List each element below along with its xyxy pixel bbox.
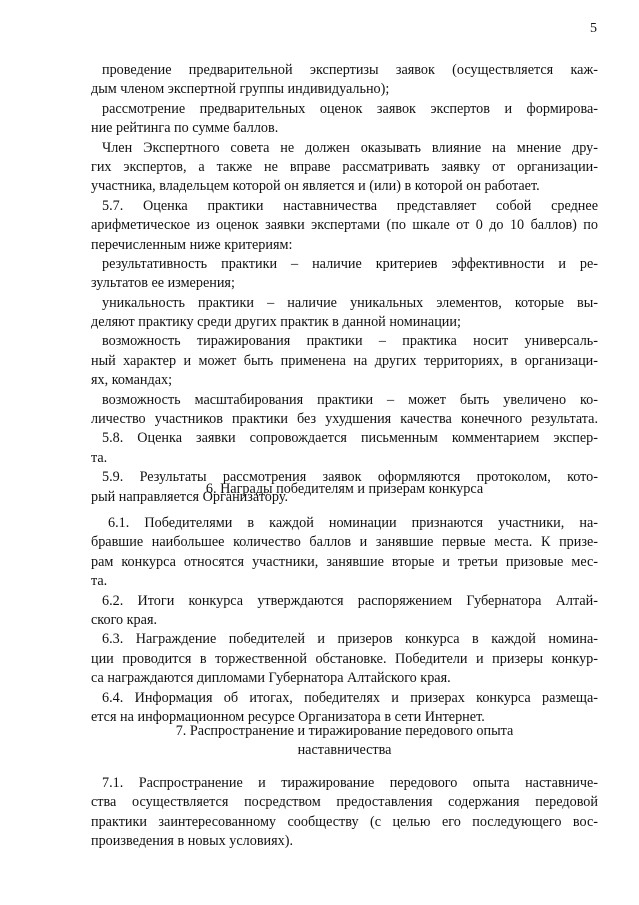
text-line: ние рейтинга по сумме баллов. — [91, 120, 279, 137]
text-line: 5.8. Оценка заявки сопровождается письменным комментарием экспер- — [102, 430, 598, 447]
text-line: ского края. — [91, 611, 158, 628]
text-line: рассмотрение предварительных оценок заявок экспертов и формирова- — [102, 100, 598, 117]
text-line: 6.4. Информация об итогах, победителях и призерах конкурса размеща- — [102, 689, 598, 706]
text-line: результативность практики – наличие критериев эффективности и ре- — [102, 255, 598, 272]
text-line: 6.1. Победителями в каждой номинации признаются участники, на- — [108, 515, 598, 531]
text-line: произведения в новых условиях). — [91, 833, 294, 850]
section-6-body — [91, 514, 598, 727]
text-line: са награждаются дипломами Губернатора Алтайского края. — [91, 670, 451, 687]
text-line: 7.1. Распространение и тиражирование передового опыта наставниче- — [102, 775, 598, 791]
text-line: практики заинтересованному сообществу (с целью его последующего вос- — [91, 813, 598, 830]
page-number: 5 — [590, 21, 597, 36]
text-line: возможность масштабирования практики – может быть увеличено ко- — [102, 391, 598, 408]
text-line: бравшие наибольшее количество баллов и занявшие первые места. К призе- — [91, 534, 598, 551]
text-line: Член Экспертного совета не должен оказывать влияние на мнение дру- — [102, 139, 598, 156]
text-line: 6.2. Итоги конкурса утверждаются распоряжением Губернатора Алтай- — [102, 592, 598, 609]
text-line: арифметическое из оценок заявки экспертами (по шкале от 0 до 10 баллов) по — [91, 217, 598, 234]
text-line: уникальность практики – наличие уникальных элементов, которые вы- — [102, 294, 598, 311]
text-line: та. — [91, 449, 108, 466]
section-6-heading: 6. Награды победителям и призерам конкурса — [205, 481, 484, 497]
text-line: ный характер и может быть применена на других территориях, в организаци- — [91, 352, 598, 369]
section-7-heading-line1: 7. Распространение и тиражирование передового опыта — [175, 723, 514, 739]
criteria-block — [91, 61, 598, 507]
text-line: личество участников практики без ухудшения качества конечного результата. — [91, 411, 598, 428]
text-line: рам конкурса относятся участники, занявшие вторые и третьи призовые мес- — [91, 553, 598, 570]
text-line: деляют практику среди других практик в данной номинации; — [91, 314, 461, 331]
text-line: та. — [91, 573, 108, 590]
text-line: рый направляется Организатору. — [91, 488, 289, 505]
text-line: 5.7. Оценка практики наставничества представляет собой среднее — [102, 197, 598, 214]
section-7-heading-wrap — [91, 722, 598, 761]
section-7-heading-line2: наставничества — [297, 742, 392, 759]
text-line: ции проводится в торжественной обстановке. Победители и призеры конкур- — [91, 650, 598, 667]
text-line: перечисленным ниже критериям: — [91, 236, 293, 253]
text-line: зультатов ее измерения; — [91, 275, 235, 292]
text-line: проведение предварительной экспертизы заявок (осуществляется каж- — [102, 62, 598, 78]
text-line: 5.9. Результаты рассмотрения заявок оформляются протоколом, кото- — [102, 469, 598, 486]
text-line: дым членом экспертной группы индивидуально); — [91, 81, 390, 98]
text-line: ях, командах; — [91, 372, 173, 389]
text-line: участника, владельцем которой он является и (или) в которой он работает. — [91, 178, 540, 195]
text-line: ства осуществляется посредством предоставления содержания передовой — [91, 794, 598, 811]
section-6-heading-wrap — [91, 480, 598, 499]
section-7-body — [91, 774, 598, 852]
text-line: ется на информационном ресурсе Организатора в сети Интернет. — [91, 708, 485, 725]
text-line: гих экспертов, а также не вправе рассматривать заявку от организации- — [91, 158, 598, 175]
text-line: возможность тиражирования практики – практика носит универсаль- — [102, 333, 598, 350]
text-line: 6.3. Награждение победителей и призеров конкурса в каждой номина- — [102, 631, 598, 648]
